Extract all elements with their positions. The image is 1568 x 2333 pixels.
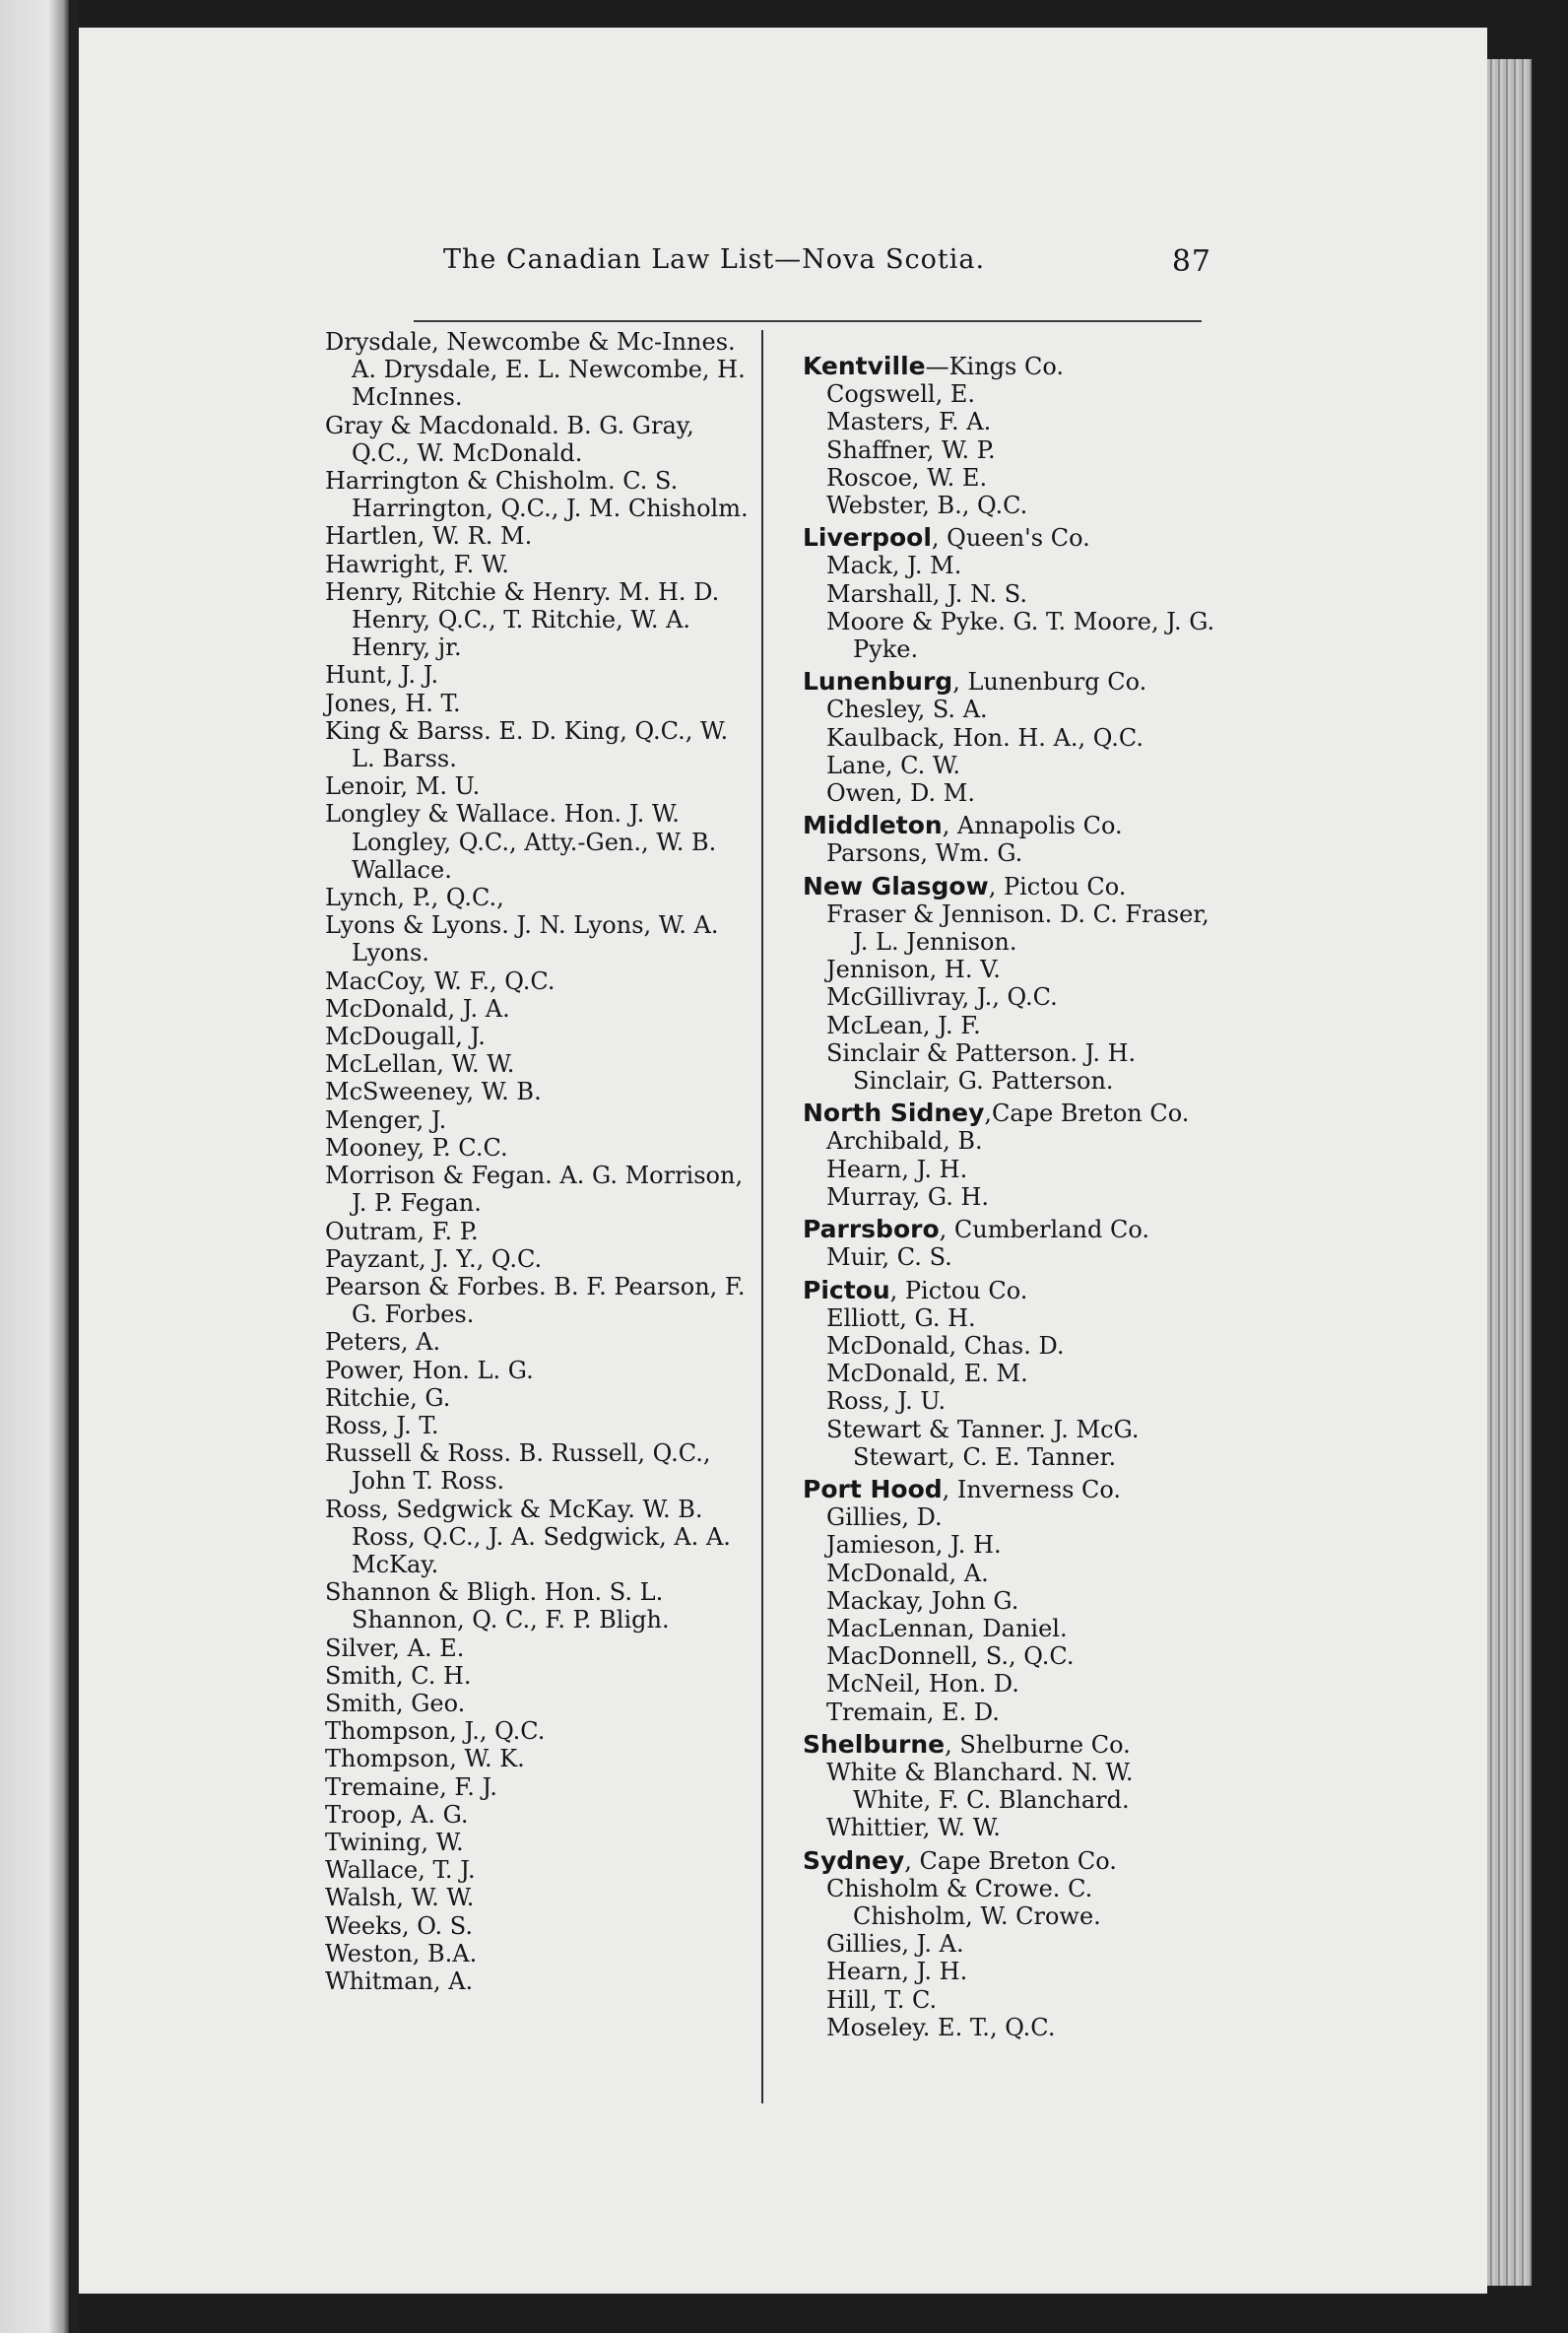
list-item: Hearn, J. H. (826, 1958, 968, 1986)
list-item: McNeil, Hon. D. (826, 1670, 1019, 1699)
book-gutter (69, 0, 79, 2333)
county-name: , Cape Breton Co. (904, 1846, 1117, 1875)
list-item: Webster, B., Q.C. (826, 492, 1028, 520)
town-heading-line (803, 812, 1216, 839)
county-name: ,Cape Breton Co. (984, 1100, 1190, 1128)
list-item: McDonald, Chas. D. (826, 1331, 1065, 1360)
list-item: Hunt, J. J. (325, 661, 439, 690)
list-item: McDonald, A. (826, 1559, 989, 1587)
list-item: Cogswell, E. (826, 380, 975, 409)
list-item: Jennison, H. V. (826, 956, 1001, 984)
list-item: Lyons & Lyons. J. N. Lyons, W. A. Lyons. (325, 911, 719, 967)
town-heading-line (803, 353, 1216, 380)
list-item: Lynch, P., Q.C., (325, 884, 504, 912)
town-heading-line (803, 1731, 1216, 1759)
town-heading-line (803, 1476, 1216, 1503)
list-item: Longley & Wallace. Hon. J. W. Longley, Q.C., Atty.-Gen., W. B. Wallace. (325, 800, 717, 884)
list-item: Pearson & Forbes. B. F. Pearson, F. G. Forbes. (325, 1272, 746, 1329)
column-divider (761, 330, 763, 2103)
list-item: Whittier, W. W. (826, 1814, 1001, 1842)
list-item: Muir, C. S. (826, 1243, 952, 1272)
list-item: Murray, G. H. (826, 1182, 990, 1211)
town-section (803, 1731, 1216, 1842)
town-entries (803, 1503, 1216, 1726)
list-item: Wallace, T. J. (325, 1856, 476, 1885)
list-item: Silver, A. E. (325, 1633, 465, 1662)
list-item: King & Barss. E. D. King, Q.C., W. L. Barss. (325, 716, 729, 773)
county-name: , Annapolis Co. (942, 812, 1123, 840)
town-name: New Glasgow (803, 871, 989, 900)
list-item: McLellan, W. W. (325, 1050, 515, 1079)
list-item: Jamieson, J. H. (826, 1531, 1002, 1560)
list-item: Russell & Ross. B. Russell, Q.C., John T. Ross. (325, 1439, 711, 1496)
page (79, 28, 1487, 2294)
list-item: Whitman, A. (325, 1966, 474, 1995)
list-item: Power, Hon. L. G. (325, 1356, 534, 1384)
list-item: Shaffner, W. P. (826, 435, 996, 464)
town-heading-line (803, 524, 1216, 552)
header-rule (414, 320, 1202, 322)
list-item: Morrison & Fegan. A. G. Morrison, J. P. Fegan. (325, 1162, 744, 1218)
town-entries (803, 380, 1216, 519)
list-item: Smith, Geo. (325, 1689, 466, 1717)
town-heading-line (803, 1277, 1216, 1304)
list-item: Hartlen, W. R. M. (325, 522, 533, 551)
list-item: MacLennan, Daniel. (826, 1614, 1068, 1642)
list-item: McDonald, E. M. (826, 1360, 1028, 1388)
list-item: Gillies, J. A. (826, 1930, 964, 1959)
list-item: Twining, W. (325, 1828, 464, 1856)
list-item: Parsons, Wm. G. (826, 839, 1023, 868)
list-item: Stewart & Tanner. J. McG. Stewart, C. E. Tanner. (826, 1415, 1140, 1471)
list-item: Elliott, G. H. (826, 1303, 976, 1332)
left-page-edge (0, 0, 69, 2333)
county-name: , Cumberland Co. (939, 1216, 1149, 1244)
list-item: McSweeney, W. B. (325, 1078, 542, 1106)
town-section (803, 1216, 1216, 1271)
list-item: Thompson, W. K. (325, 1745, 525, 1773)
town-section (803, 668, 1216, 807)
county-name: , Pictou Co. (889, 1276, 1028, 1304)
right-column (803, 348, 1216, 2041)
list-item: Smith, C. H. (325, 1661, 472, 1690)
list-item: Shannon & Bligh. Hon. S. L. Shannon, Q. C., F. P. Bligh. (325, 1578, 670, 1634)
town-section (803, 524, 1216, 663)
town-entries (803, 1127, 1216, 1211)
list-item: Hawright, F. W. (325, 550, 509, 578)
list-item: Marshall, J. N. S. (826, 579, 1027, 608)
town-entries (803, 1243, 1216, 1271)
list-item: Hearn, J. H. (826, 1155, 968, 1183)
town-section (803, 1476, 1216, 1726)
list-item: Chisholm & Crowe. C. Chisholm, W. Crowe. (826, 1874, 1101, 1930)
list-item: Masters, F. A. (826, 408, 992, 436)
list-item: Harrington & Chisholm. C. S. Harrington, Q.C., J. M. Chisholm. (325, 467, 749, 523)
list-item: Kaulback, Hon. H. A., Q.C. (826, 723, 1144, 752)
list-item: Roscoe, W. E. (826, 463, 988, 492)
town-name: Port Hood (803, 1474, 943, 1503)
town-entries (803, 1304, 1216, 1471)
list-item: White & Blanchard. N. W. White, F. C. Blanchard. (826, 1758, 1134, 1815)
list-item: McDougall, J. (325, 1023, 486, 1051)
page-number: 87 (1171, 244, 1211, 279)
town-entries (803, 900, 1216, 1095)
town-entries (803, 839, 1216, 867)
list-item: McGillivray, J., Q.C. (826, 983, 1058, 1012)
town-name: Middleton (803, 811, 943, 840)
list-item: Archibald, B. (826, 1127, 983, 1156)
county-name: , Inverness Co. (942, 1475, 1122, 1503)
town-entries (803, 696, 1216, 807)
list-item: Ross, J. T. (325, 1411, 439, 1439)
list-item: Lenoir, M. U. (325, 772, 481, 801)
page-stack-edge (1487, 59, 1532, 2286)
town-section (803, 812, 1216, 867)
list-item: Ross, J. U. (826, 1387, 947, 1416)
town-section (803, 1100, 1216, 1211)
town-name: Kentville (803, 352, 926, 380)
list-item: Mackay, John G. (826, 1586, 1019, 1615)
list-item: Payzant, J. Y., Q.C. (325, 1244, 543, 1273)
list-item: MacDonnell, S., Q.C. (826, 1642, 1075, 1671)
left-column (325, 328, 749, 1995)
list-item: MacCoy, W. F., Q.C. (325, 967, 555, 995)
town-name: Shelburne (803, 1729, 946, 1759)
town-name: Liverpool (803, 523, 932, 553)
town-section (803, 873, 1216, 1096)
list-item: Fraser & Jennison. D. C. Fraser, J. L. Jennison. (826, 900, 1209, 957)
list-item: Troop, A. G. (325, 1800, 469, 1829)
list-item: Weston, B.A. (325, 1939, 478, 1967)
list-item: Outram, F. P. (325, 1217, 479, 1245)
list-item: Ritchie, G. (325, 1383, 451, 1412)
town-name: Lunenburg (803, 667, 953, 697)
list-item: Ross, Sedgwick & McKay. W. B. Ross, Q.C., J. A. Sedgwick, A. A. McKay. (325, 1495, 731, 1578)
list-item: Mooney, P. C.C. (325, 1133, 508, 1162)
list-item: Peters, A. (325, 1328, 441, 1357)
list-item: Menger, J. (325, 1105, 447, 1134)
running-header (443, 244, 1211, 284)
list-item: Walsh, W. W. (325, 1884, 475, 1912)
list-item: Thompson, J., Q.C. (325, 1717, 546, 1746)
county-name: , Pictou Co. (988, 872, 1127, 900)
list-item: McLean, J. F. (826, 1011, 981, 1039)
town-heading-line (803, 1216, 1216, 1243)
list-item: Tremain, E. D. (826, 1698, 1000, 1726)
town-heading-line (803, 1100, 1216, 1127)
town-name: North Sidney (803, 1099, 985, 1128)
county-name: —Kings Co. (925, 353, 1064, 380)
town-entries (803, 1759, 1216, 1842)
town-entries (803, 552, 1216, 663)
town-section (803, 1847, 1216, 2041)
list-item: Chesley, S. A. (826, 696, 988, 724)
town-entries (803, 1875, 1216, 2041)
list-item: Mack, J. M. (826, 552, 962, 580)
town-name: Pictou (803, 1275, 890, 1304)
town-name: Parrsboro (803, 1215, 940, 1244)
county-name: , Queen's Co. (931, 524, 1090, 553)
header-title: The Canadian Law List—Nova Scotia. (443, 244, 986, 275)
list-item: Owen, D. M. (826, 779, 975, 808)
county-name: , Lunenburg Co. (952, 668, 1147, 697)
town-heading-line (803, 1847, 1216, 1875)
list-item: Sinclair & Patterson. J. H. Sinclair, G. Patterson. (826, 1038, 1137, 1096)
list-item: Lane, C. W. (826, 751, 961, 779)
town-section (803, 1277, 1216, 1471)
list-item: Jones, H. T. (325, 689, 461, 717)
list-item: McDonald, J. A. (325, 994, 510, 1023)
list-item: Weeks, O. S. (325, 1911, 473, 1940)
list-item: Moore & Pyke. G. T. Moore, J. G. Pyke. (826, 607, 1215, 664)
list-item: Drysdale, Newcombe & Mc-Innes. A. Drysdale, E. L. Newcombe, H. McInnes. (325, 328, 746, 412)
county-name: , Shelburne Co. (945, 1730, 1131, 1759)
list-item: Tremaine, F. J. (325, 1772, 497, 1801)
town-name: Sydney (803, 1845, 905, 1875)
list-item: Hill, T. C. (826, 1985, 938, 2014)
town-section (803, 353, 1216, 519)
town-heading-line (803, 873, 1216, 900)
list-item: Moseley. E. T., Q.C. (826, 2013, 1056, 2041)
list-item: Gillies, D. (826, 1503, 943, 1532)
town-heading-line (803, 668, 1216, 696)
list-item: Henry, Ritchie & Henry. M. H. D. Henry, Q.C., T. Ritchie, W. A. Henry, jr. (325, 577, 720, 662)
list-item: Gray & Macdonald. B. G. Gray, Q.C., W. McDonald. (325, 411, 694, 467)
